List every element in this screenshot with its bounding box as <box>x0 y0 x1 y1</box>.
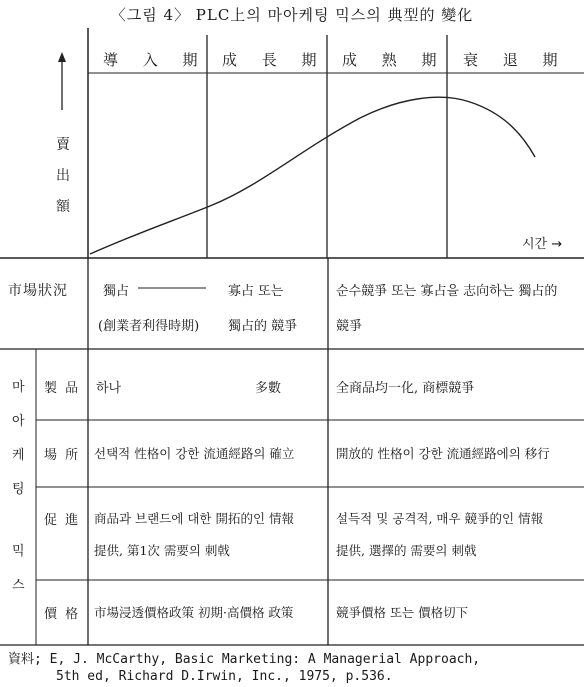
stage-introduction: 導 入 期 <box>103 51 208 69</box>
place-left: 선택적 性格이 강한 流通經路의 確立 <box>94 446 295 461</box>
mix-label-char-4: 팅 <box>12 482 25 497</box>
source-line-1: 資料; E, J. McCarthy, Basic Marketing: A Managerial Approach, <box>8 652 481 667</box>
market-situation-label: 市場狀況 <box>8 283 68 299</box>
market-left-monopoly: 獨占 <box>103 284 130 299</box>
market-right-line2: 競爭 <box>336 319 363 334</box>
row-label-promotion: 促 進 <box>44 513 81 528</box>
x-axis-label: 시간 → <box>522 237 563 252</box>
stage-maturity: 成 熟 期 <box>342 51 447 69</box>
market-right-line1: 순수競爭 또는 寡占을 志向하는 獨占的 <box>336 284 558 299</box>
figure-title: 〈그림 4〉 PLC上의 마아케팅 믹스의 典型的 變化 <box>110 6 474 24</box>
product-left-many: 多數 <box>255 381 282 396</box>
source-line-2: 5th ed, Richard D.Irwin, Inc., 1975, p.536. <box>56 669 393 684</box>
mix-label-char-1: 마 <box>12 380 25 395</box>
promotion-left-line1: 商品과 브랜드에 대한 開拓的인 情報 <box>94 511 294 526</box>
product-right: 全商品均一化, 商標競爭 <box>336 381 475 396</box>
price-right: 競爭價格 또는 價格切下 <box>336 605 469 620</box>
stage-growth: 成 長 期 <box>222 51 327 69</box>
market-left-founder: (創業者利得時期) <box>98 319 200 334</box>
stage-decline: 衰 退 期 <box>463 51 568 69</box>
place-right: 開放的 性格이 강한 流通經路에의 移行 <box>336 446 550 461</box>
plc-sales-curve <box>90 97 535 254</box>
mix-label-char-6: 스 <box>12 578 25 593</box>
market-left-monopolistic: 獨占的 競爭 <box>228 319 298 334</box>
row-label-price: 價 格 <box>44 607 81 622</box>
promotion-right-line2: 提供, 選擇的 需要의 刺戟 <box>336 543 477 558</box>
y-label-char-3: 額 <box>56 199 70 215</box>
promotion-left-line2: 提供, 第1次 需要의 刺戟 <box>94 543 230 558</box>
promotion-right-line1: 설득적 및 공격적, 매우 競爭的인 情報 <box>336 511 544 526</box>
price-left: 市場浸透價格政策 初期·高價格 政策 <box>94 605 294 620</box>
market-left-oligopoly: 寡占 또는 <box>228 284 284 299</box>
mix-label-char-2: 아 <box>12 414 25 429</box>
mix-label-char-3: 케 <box>12 448 25 463</box>
y-label-char-1: 賣 <box>56 137 70 153</box>
y-label-char-2: 出 <box>56 168 70 184</box>
product-left-one: 하나 <box>96 381 122 396</box>
y-arrow-head <box>58 52 66 62</box>
row-label-place: 場 所 <box>44 448 81 463</box>
row-label-product: 製 品 <box>44 381 81 396</box>
mix-label-char-5: 믹 <box>12 544 25 559</box>
